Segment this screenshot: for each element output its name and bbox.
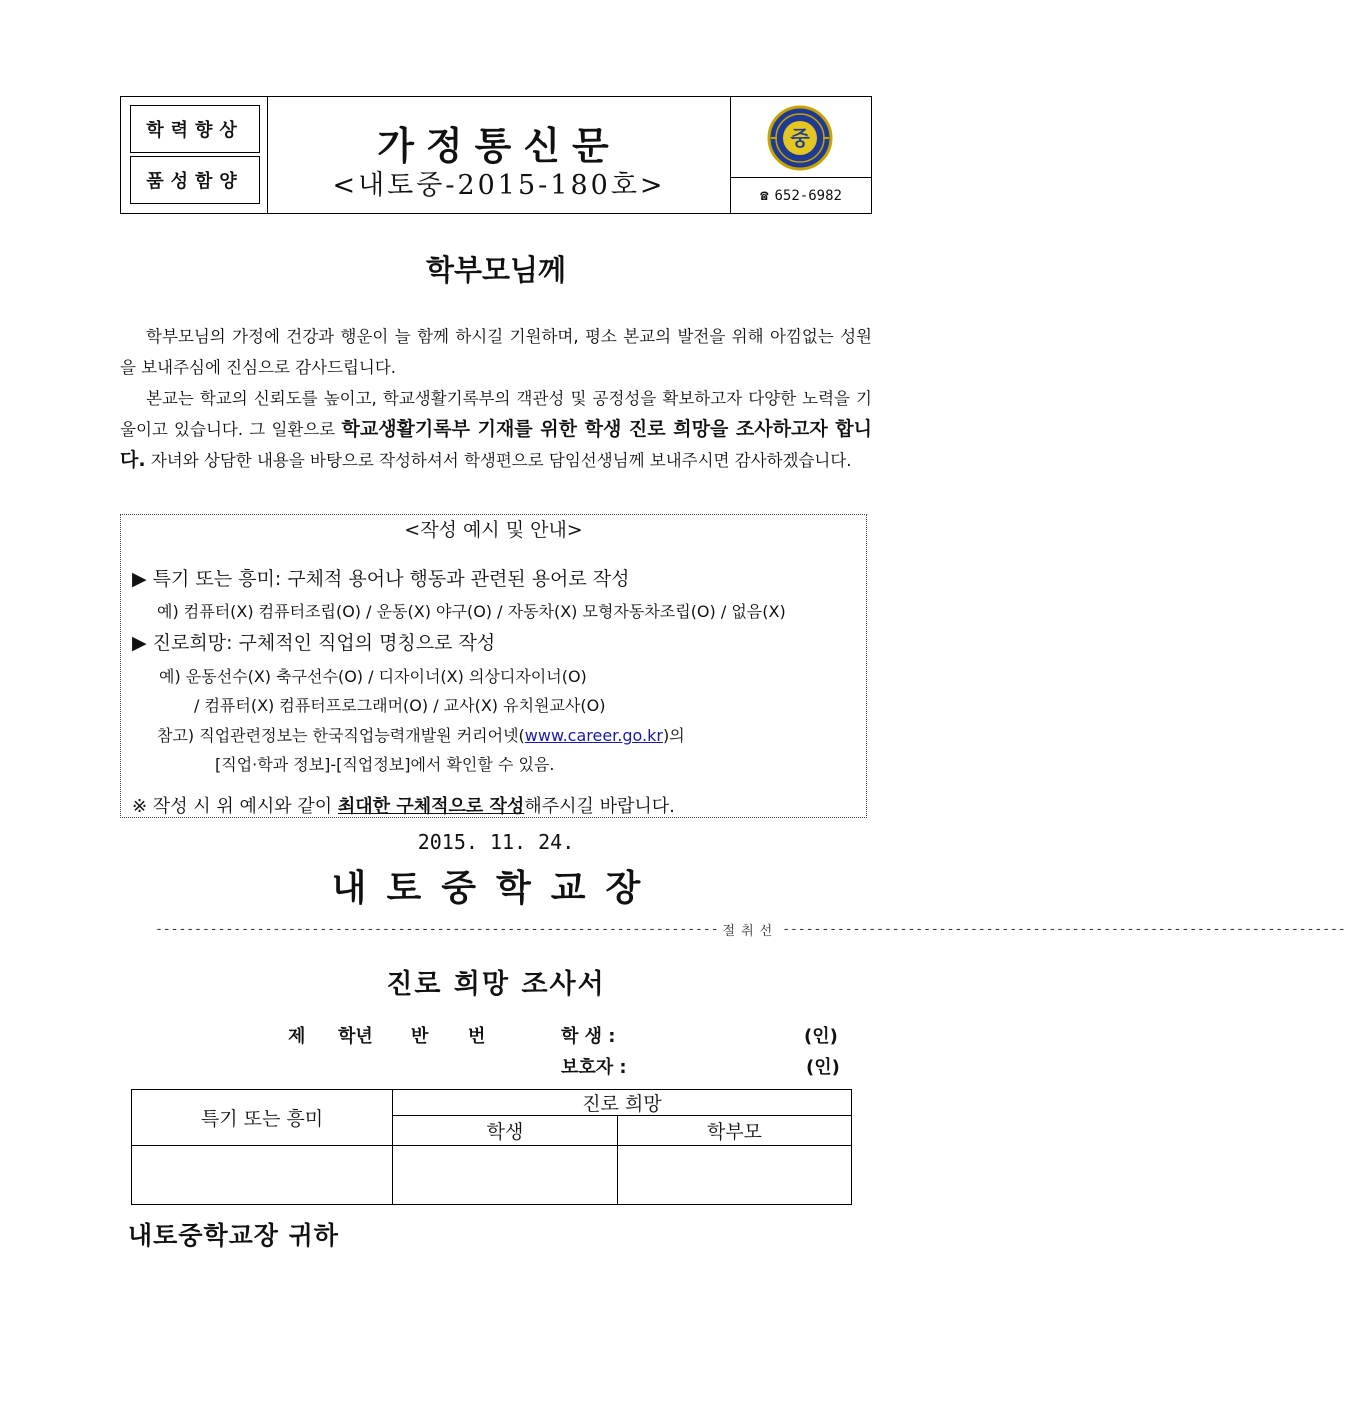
guardian-name-label: 보호자 : xyxy=(561,1057,627,1078)
purpose-emphasis: 학교생활기록부 기재를 위한 학생 진로 희망을 조사하고자 합니다. xyxy=(120,418,872,471)
motto-academic: 학력향상 xyxy=(130,105,260,153)
newsletter-header xyxy=(120,96,872,214)
reference-suffix: )의 xyxy=(662,726,685,745)
guide-example-career-2: / 컴퓨터(X) 컴퓨터프로그래머(O) / 교사(X) 유치원교사(O) xyxy=(194,696,606,715)
principal-signature: 내토중학교장 xyxy=(331,867,661,909)
header-student: 학생 xyxy=(393,1116,618,1146)
guardian-seal: (인) xyxy=(806,1057,840,1078)
guide-item-talent: ▶ 특기 또는 흥미: 구체적 용어나 행동과 관련된 용어로 작성 xyxy=(132,568,630,590)
purpose-paragraph xyxy=(120,383,872,476)
motto-character: 품성함양 xyxy=(130,156,260,204)
logo-column xyxy=(731,97,871,213)
guide-title: <작성 예시 및 안내> xyxy=(404,519,583,541)
guide-example-career-1: 예) 운동선수(X) 축구선수(O) / 디자이너(X) 의상디자이너(O) xyxy=(159,667,587,686)
cut-dash-right: ------------------------------------------------------------------------ xyxy=(782,922,1346,937)
guide-note xyxy=(132,792,675,818)
number-unit: 번 xyxy=(468,1026,486,1047)
student-seal: (인) xyxy=(804,1026,838,1047)
motto-column xyxy=(121,97,268,213)
note-emphasis: 최대한 구체적으로 작성 xyxy=(337,796,525,817)
cell-parent-hope-input[interactable] xyxy=(618,1146,851,1204)
header-career-hope: 진로 희망 xyxy=(393,1090,851,1116)
newsletter-title: 가정통신문 xyxy=(377,123,621,168)
phone-number: 652-6982 xyxy=(774,187,842,204)
cell-talent-input[interactable] xyxy=(132,1146,393,1204)
guide-reference xyxy=(157,723,685,746)
guide-box xyxy=(120,514,867,818)
header-parent: 학부모 xyxy=(618,1116,851,1146)
greeting-heading: 학부모님께 xyxy=(425,253,567,287)
cell-student-hope-input[interactable] xyxy=(393,1146,618,1204)
survey-title: 진로 희망 조사서 xyxy=(386,969,606,1000)
purpose-text-a: 본교는 학교의 신뢰도를 높이고, 학교생활기록부의 객관성 및 공정성을 확보하고자 다양한 노력을 기울이고 있습니다. 그 일환으로 xyxy=(120,389,872,439)
class-unit: 반 xyxy=(411,1026,429,1047)
survey-table xyxy=(131,1089,852,1205)
guide-reference-path: [직업·학과 정보]-[직업정보]에서 확인할 수 있음. xyxy=(215,755,555,774)
grade-unit: 학년 xyxy=(338,1026,373,1047)
purpose-text-c: 자녀와 상담한 내용을 바탕으로 작성하셔서 학생편으로 담임선생님께 보내주시면 감사하겠습니다. xyxy=(145,451,852,470)
title-column xyxy=(268,97,731,213)
header-talent: 특기 또는 흥미 xyxy=(132,1090,393,1146)
school-emblem-icon xyxy=(767,105,833,171)
reference-text: 참고) 직업관련정보는 한국직업능력개발원 커리어넷( xyxy=(157,726,525,745)
cut-line xyxy=(155,920,1346,939)
emblem-letter: 중 xyxy=(790,126,810,150)
telephone-icon: ☎ xyxy=(760,187,769,204)
cut-dash-left: ------------------------------------------------------------------------ xyxy=(155,922,719,937)
note-suffix: 해주시길 바랍니다. xyxy=(524,796,675,817)
cut-label: 절취선 xyxy=(722,924,779,939)
student-name-label: 학 생 : xyxy=(561,1026,616,1047)
intro-paragraph xyxy=(120,321,872,383)
guide-item-career: ▶ 진로희망: 구체적인 직업의 명칭으로 작성 xyxy=(132,632,496,654)
intro-text: 학부모님의 가정에 건강과 행운이 늘 함께 하시길 기원하며, 평소 본교의 발전을 위해 아낌없는 성원을 보내주심에 진심으로 감사드립니다. xyxy=(120,327,872,377)
closing-addressee: 내토중학교장 귀하 xyxy=(128,1221,339,1250)
issue-number: <내토중-2015-180호> xyxy=(332,170,666,201)
phone-row xyxy=(731,177,871,213)
grade-label: 제 xyxy=(288,1026,306,1047)
guide-example-talent: 예) 컴퓨터(X) 컴퓨터조립(O) / 운동(X) 야구(O) / 자동차(X) 모형자동차조립(O) / 없음(X) xyxy=(157,602,786,621)
note-text: ※ 작성 시 위 예시와 같이 xyxy=(132,796,338,817)
issue-date: 2015. 11. 24. xyxy=(417,830,575,854)
careernet-link[interactable]: www.career.go.kr xyxy=(524,726,663,745)
